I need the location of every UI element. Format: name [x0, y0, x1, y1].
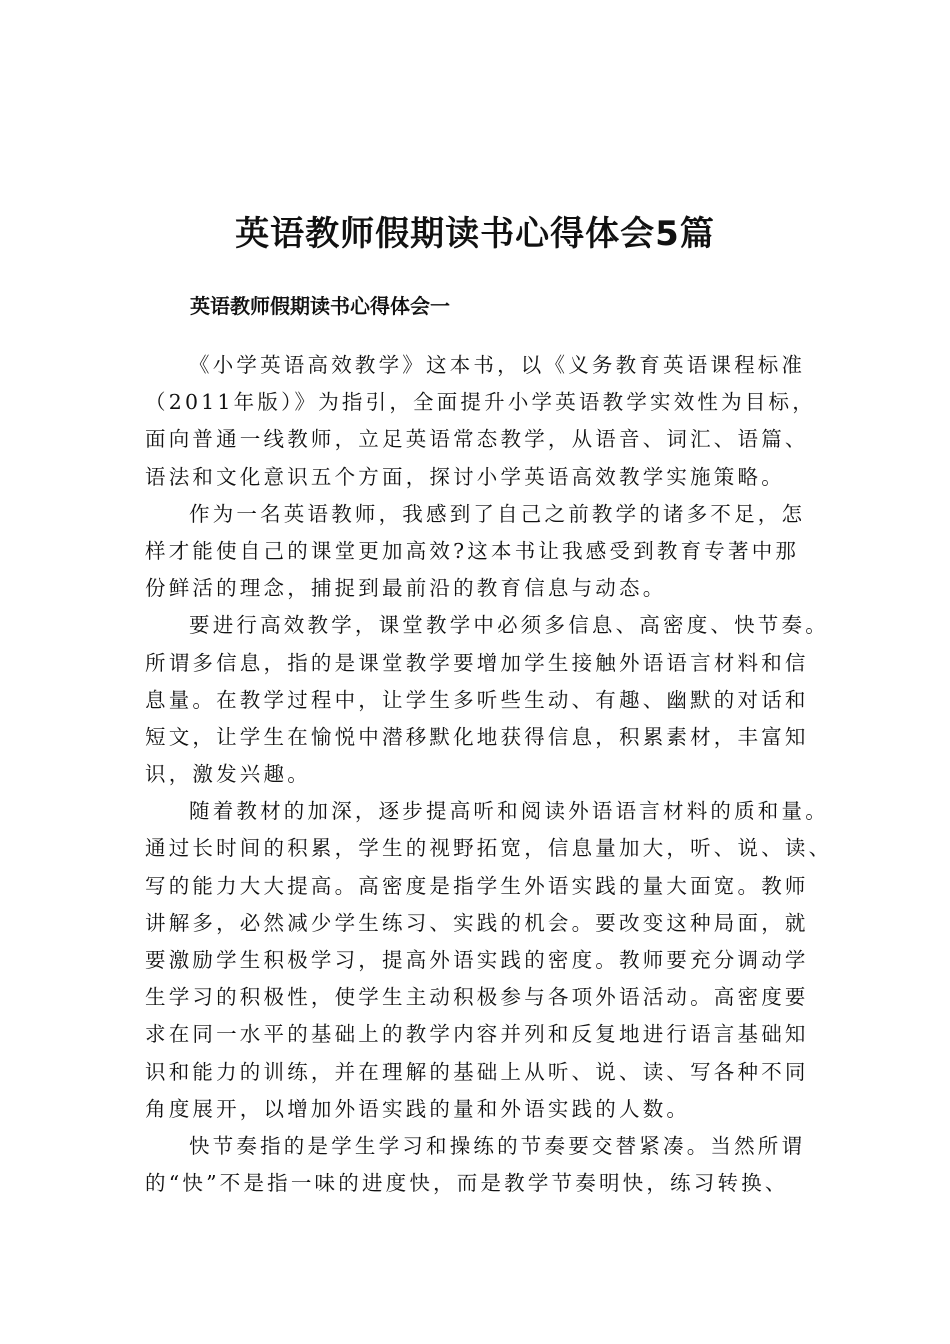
body-line: 样才能使自己的课堂更加高效?这本书让我感受到教育专著中那	[145, 538, 800, 563]
body-line: 语法和文化意识五个方面，探讨小学英语高效教学实施策略。	[145, 464, 785, 489]
body-line: 要激励学生积极学习，提高外语实践的密度。教师要充分调动学	[145, 948, 809, 972]
body-line: 息量。在教学过程中，让学生多听些生动、有趣、幽默的对话和	[145, 687, 809, 712]
body-line: 面向普通一线教师，立足英语常态教学，从语音、词汇、语篇、	[145, 427, 809, 452]
body-line: 随着教材的加深，逐步提高听和阅读外语语言材料的质和量。	[189, 799, 829, 824]
body-line: 识，激发兴趣。	[145, 762, 311, 787]
body-line: 讲解多，必然减少学生练习、实践的机会。要改变这种局面，就	[145, 910, 809, 935]
body-line: 份鲜活的理念，捕捉到最前沿的教育信息与动态。	[145, 576, 667, 601]
body-line: 的“快”不是指一味的进度快，而是教学节奏明快，练习转换、	[145, 1171, 789, 1196]
body-line: 《小学英语高效教学》这本书，以《义务教育英语课程标准	[189, 353, 806, 377]
document-title: 英语教师假期读书心得体会5篇	[235, 214, 715, 254]
body-line: 写的能力大大提高。高密度是指学生外语实践的量大面宽。教师	[145, 873, 809, 898]
body-line: 要进行高效教学，课堂教学中必须多信息、高密度、快节奏。	[189, 613, 829, 638]
body-line: 作为一名英语教师，我感到了自己之前教学的诸多不足，怎	[189, 501, 806, 526]
body-line: 角度展开，以增加外语实践的量和外语实践的人数。	[145, 1096, 691, 1121]
body-line: （2011年版）》为指引，全面提升小学英语教学实效性为目标，	[145, 390, 816, 415]
body-line: 所谓多信息，指的是课堂教学要增加学生接触外语语言材料和信	[145, 650, 809, 675]
body-text	[145, 347, 833, 1202]
body-line: 识和能力的训练，并在理解的基础上从听、说、读、写各种不同	[145, 1059, 809, 1084]
body-line: 求在同一水平的基础上的教学内容并列和反复地进行语言基础知	[145, 1022, 809, 1047]
body-line: 快节奏指的是学生学习和操练的节奏要交替紧凑。当然所谓	[189, 1133, 806, 1158]
body-line: 通过长时间的积累，学生的视野拓宽，信息量加大，听、说、读、	[145, 836, 833, 861]
body-line: 短文，让学生在愉悦中潜移默化地获得信息，积累素材，丰富知	[145, 724, 809, 749]
section-heading: 英语教师假期读书心得体会一	[190, 294, 450, 318]
body-line: 生学习的积极性，使学生主动积极参与各项外语活动。高密度要	[145, 985, 809, 1010]
